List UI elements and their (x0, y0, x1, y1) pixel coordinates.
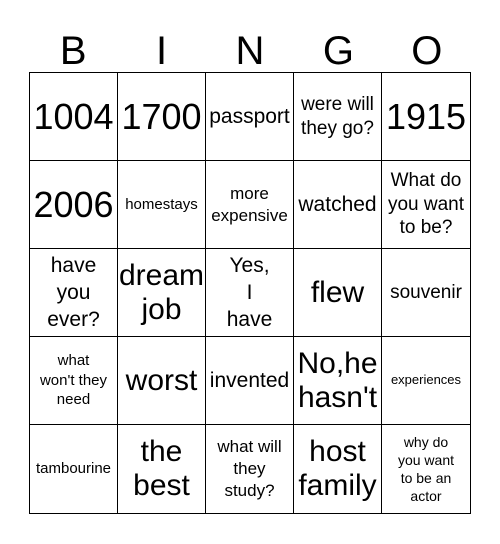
bingo-cell[interactable] (206, 425, 294, 513)
bingo-cell[interactable] (30, 161, 118, 249)
cell-text: worst (125, 363, 198, 397)
bingo-cell[interactable] (30, 249, 118, 337)
header-letter-n: N (235, 29, 265, 73)
cell-text: watched (298, 192, 377, 216)
bingo-cell[interactable] (206, 249, 294, 337)
bingo-cell[interactable] (30, 425, 118, 513)
bingo-header (29, 30, 471, 72)
cell-text: invented (209, 368, 290, 392)
cell-text: why do you want to be an actor (397, 433, 455, 505)
cell-text: were will they go? (301, 93, 374, 139)
bingo-cell[interactable] (118, 249, 206, 337)
bingo-cell[interactable] (294, 337, 382, 425)
cell-text: more expensive (211, 183, 288, 225)
cell-text: host family (298, 435, 377, 502)
cell-text: experiences (390, 372, 462, 388)
cell-text: Yes, I have (226, 253, 273, 332)
cell-text: what won't they need (39, 352, 108, 409)
bingo-cell[interactable] (118, 161, 206, 249)
bingo-cell[interactable] (382, 337, 470, 425)
cell-text: tambourine (35, 460, 112, 478)
header-letter-g: G (322, 29, 354, 73)
cell-text: 2006 (33, 183, 114, 225)
cell-text: have you ever? (47, 253, 100, 332)
cell-text: the best (133, 435, 190, 502)
bingo-cell[interactable] (118, 73, 206, 161)
bingo-cell[interactable] (206, 161, 294, 249)
bingo-card (29, 72, 471, 514)
bingo-cell[interactable] (294, 425, 382, 513)
header-letter-o: O (411, 29, 443, 73)
bingo-cell[interactable] (294, 249, 382, 337)
bingo-cell[interactable] (382, 249, 470, 337)
bingo-cell[interactable] (294, 161, 382, 249)
bingo-cell[interactable] (30, 337, 118, 425)
cell-text: dream job (118, 258, 205, 326)
bingo-cell[interactable] (30, 73, 118, 161)
bingo-cell[interactable] (382, 425, 470, 513)
cell-text: flew (310, 275, 365, 309)
cell-text: what will they study? (217, 437, 282, 500)
bingo-cell[interactable] (118, 337, 206, 425)
bingo-cell[interactable] (382, 73, 470, 161)
cell-text: 1915 (385, 95, 467, 137)
bingo-cell[interactable] (206, 337, 294, 425)
header-letter-i: I (156, 29, 168, 73)
cell-text: What do you want to be? (387, 169, 465, 239)
cell-text: souvenir (390, 281, 462, 303)
cell-text: homestays (125, 195, 198, 213)
bingo-cell[interactable] (294, 73, 382, 161)
cell-text: 1700 (121, 95, 202, 137)
bingo-cell[interactable] (382, 161, 470, 249)
cell-text: 1004 (33, 95, 114, 137)
cell-text: passport (209, 104, 290, 128)
header-letter-b: B (59, 29, 87, 73)
bingo-cell[interactable] (118, 425, 206, 513)
cell-text: No,he hasn't (297, 346, 378, 414)
bingo-cell[interactable] (206, 73, 294, 161)
